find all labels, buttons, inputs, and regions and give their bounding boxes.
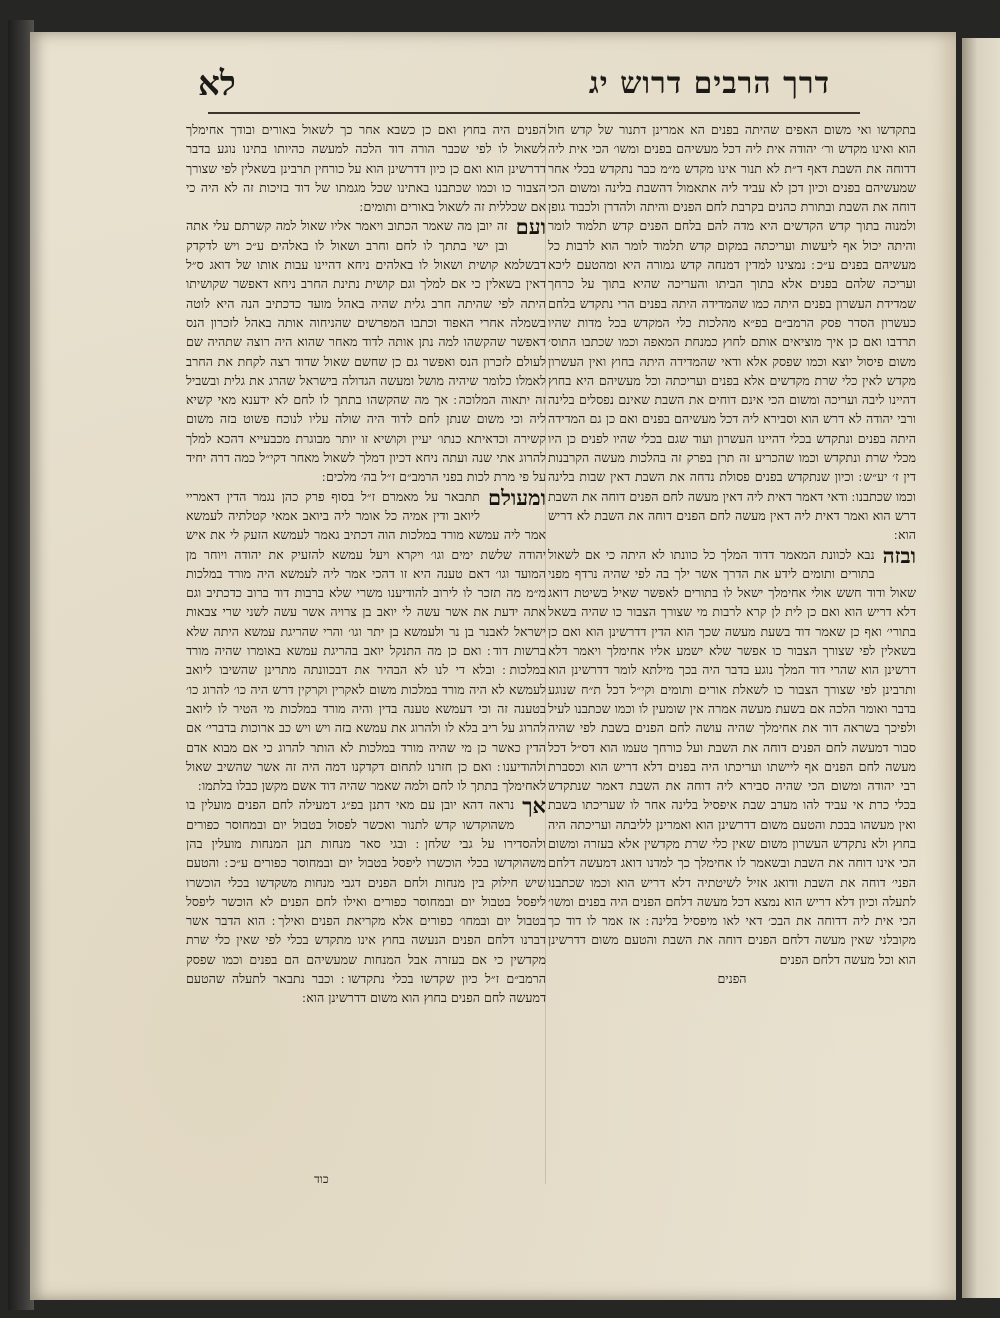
running-title: דרך הרבים דרוש יג (588, 66, 830, 101)
left-column-intro: הפנים היה בחוץ ואם כן כשבא אחר כך לשאול באורים ובודך אחימלך לשאול לו לפי שכבר הורה דוד הלכה למעשה כהיותו בתינו נוגע בדבר דדרשינן הוא ואם כן כיון דדרשינן הוא על כורחין תרבינן בשאלין לפי שצורך הצבור כו וכמו שכתבנו באתינו שכל מגמתו של דוד בזיכות זה לא היה כי אם שכללית זה לשאול באורים ותומים ׃ (186, 122, 546, 215)
right-column-last-word: הפנים (717, 971, 747, 987)
adjacent-page-edge (962, 38, 1000, 1298)
left-column-section-1 (186, 216, 546, 486)
catchword: כוד (314, 1172, 329, 1186)
right-column-paragraph: בתקדשו ואי משום האפים שהיתה בפנים הא אמרינן דתנור של קדש חול הוא ואינו מקדש ור׳ יהודה אית ליה דכל מעשיהם בפנים ומשו׳ הכי אית ליה דדוחה את השבת דאף ד״ת לא תנור אינו מקדש מ״מ כבר נתקדש בכלי אחר שמעשיהם בפנים וכיון דכן לא עביד ליה אתאמול דהשבת בלינה ומשום הכי דוחה את השבת ובתורת כהנים בקרבת לחם הפנים והיתה ולהדרן ולכבוד גופן ולמנוה בתוך קדש הקדשים היא מדה להם בלחם הפנים קדש תלמוד לומר והיתה יכול אף ליעשות ועריכתה במקום קדש תלמוד לומר הוא לרבות כל מעשיהם בפנים ע״כ ׃ נמצינו למדין דמנחה קדש גמורה היא ומהטעם ליכא ועריכה שלהם בפנים אלא בתוך הביתו והעריכה שהיא בתוך על כרחך שמדידת העשרון בפנים היתה כמו שהמדידה היתה בפנים הרי נתקדש בלחם כעשרון הסדר פסק הרמב״ם בפ״א מהלכות כלי המקדש בכל מדות שהיו תרדבו ואם כן איך מוציאים אותם לחוץ כמנחת המאפה וכמו שכתבו התוס׳ משום פיסול יוצא וכמו שפסק אלא ודאי שהמדידה היתה בחוץ ואין העשרון מקדש לאין כלי שרת מקדשים אלא בפנים ועריכתה וכל מעשיהם היא בחוץ דהיינו ליבה ועריכה ומשום הכי אינם דוחים את השבת שאינם נפסלים בלינה ורבי יהודה לא דרש הוא וסבירא ליה דכל מעשיהם בפנים ואם כן גם המדידה היתה בפנים ונתקדש בכלי דהיינו העשרון ועוד שגם בכלי שהיו לפנים כן היו מכלי שרת ונתקדש וכמו שהכריע זה תרן בפרק זה בהלכות מעשה הקרבנות דין ז׳ יע״ש ׃ וכיון שנתקדש בפנים פסולת נדחה את השבת דאין שבות בלינה וכמו שכתבנו ׃ ודאי דאמר דאית ליה דאין מעשה לחם הפנים דוחה את השבת דרש הוא ואמר דאית ליה דאין מעשה לחם הפנים דוחה את השבת לא דריש הוא ׃ (548, 122, 916, 543)
right-column-section (548, 542, 916, 970)
section-heading-word: ועם (515, 214, 546, 240)
section-heading-word: אך (522, 793, 546, 819)
section-text: נבא לכוונת המאמר דדוד המלך כל כוונתו לא היתה כי אם לשאול בתורים ותומים לידע את הדרך אשר ילך בה לפי שהיה נרדף מפני שאול ודוד חשש אולי אחימלך ישאל לו בתורים לאפשר שאיל בשיטת דואג דלא דריש הוא ואם כן לית לן קרא לרבות מי שצורך הצבור כו שהיה בשאל בתורי׳ ואף כן שאמר דוד בשעת מעשה שכך הוא הדין דדרשינן הוא ואם כן בשאלין לפי שצורך הצבור כו אפשר שלא ישמע אליו אחימלך ויאמר דלא דרשינן הוא שהרי דוד המלך נוגע בדבר היה בכך מילתא לומר דדרשינן הוא ותרבינן לפי שצורך הצבור כו לשאלת אורים ותומים וקי״ל דכל ת״ח שנוגע בדבר ואומר הלכה אם בשעת מעשה אמרה אין שומעין לו וכמו שכתבנו לעיל ולפיכך בשראה דוד את אחימלך שהיה עושה לחם הפנים בשבת לפי שהיה סבור דמעשה לחם הפנים דוחה את השבת ועל כורחך טעמו הוא דס״ל דכל מעשה לחם הפנים אף ליישתו ועריכתו היה בפנים דלא דריש הוא וכסברת רבי יהודה ומשום הכי שהיה סבירא ליה דוחה את השבת דאמר שנתקדש בכלי כרת אי עביד להו מערב שבת איפסיל בלינה אחר לו שעריכתו בשבת ואין מעשהו בבכת והטעם משום דדרשינן הוא ואמרינן לליבתה ועריכתה היה בחוץ ולא נתקדש העשרון משום שאין כלי שרת מקדשין אלא בעזרה ומשום הכי אינו דוחה את השבת ובשאמר לו אחימלך כך למדנו דואג דמעשה דלחם הפני׳ דוחה את השבת ודואג אזיל לשיטתיה דלא דריש הוא וכמו שכתבנו לתעלה וכיון דלא דריש הוא נמצא דכל מעשה דלחם הפנים היה בפנים ומשו׳ הכי אית ליה דדוחה את הבכ׳ דאי לאו מיפסיל בלינה ׃ אז אמר לו דוד כך מקובלני שאין מעשה דלחם הפנים דוחה את השבת והטעם משום דדרשינן הוא וכל מעשה דלחם הפנים (548, 546, 916, 967)
left-column-section-2 (186, 484, 546, 796)
left-column-section-3 (186, 795, 546, 1007)
page-header (170, 62, 870, 102)
section-text: זה יובן מה שאמר הכתוב ויאמר אליו שאול למה קשרתם עלי אתה ובן ישי בתתך לו לחם וחרב ושאול לו באלהים ע״כ ויש לדקדק דבשלמא קושית ושאול לו באלהים ניחא דהיינו עבות אותו של דואג ס״ל דאין בשאלין כי אם למלך וגם קושית נתינת החרב ניחא דאפשר שקושיתו היתה לפי שהיתה חרב גלית שהיה באהל מועד כדכתיב הנה היא לוטה בשמלה אחרי האפוד וכתבו המפרשים שהניחוה אותה באהל לזכרון הנס דאפשר שהקשהו למה נתן אותה לדוד מאחר שהוא היה רוצה שתהיה שם לעולם לזכרון הנס ואפשר גם כן שחשם שאול שדוד רצה לקחת את החרב לאמלו כלומר שיהיה מושל ומעשה הגדולה בישראל שהרג את גלית ובשביל זה יתאוה המלוכה ׃ אך מה שהקשהו בתתך לו לחם לא ידענא מאי קשיא ליה וכי משום שנתן לחם לדוד היה שולה עליו לנוכח פשוט בזה משום קשירה וכדאיתא כנתו׳ יעיין וקושיא זו יותר מבוגרת מכבעייא דהכא למלך להרוג אתי שנה ועתה ניחא דכיון דמלך לשאול מאחר דקי״ל כמה דרה יחיד על פי מרת לכות בפני הרמב״ם ז״ל בה׳ מלכים ׃ (186, 218, 547, 485)
header-rule (208, 112, 860, 114)
section-text: תתבאר על מאמרם ז״ל בסוף פרק כהן נגמר הדין דאמריי ליואב ודין אמיה כל אומר ליה ביואב אמאי קטלתיה לעמשא אמר ליה עמשא מורד במלכות הוה דכתיב גאמר לעמשא הזעק לי את איש יהודה שלשת ימים וגו׳ ויקרא ויעל עמשא להזעיק את יהודה ויוחר מן המועד וגו׳ דאם טענה היא זו דהכי אמר ליה לעמשא היה מורד במלכות מ״מ מה תזכר לו לירוב להודיענו משרי שלא ברבות דוד ברוב כדכתיב וגם אתה ידעת את אשר עשה לי יואב בן צרויה אשר עשה לשני שרי צבאות ישראל לאבנר בן נר ולעמשא בן יתר וגו׳ והרי שהריגת עמשא היתה שלא ברשות דוד ׃ ואם כן מה התנקל יואב בהריגת עמשא באומרו שהיה מורד במלכות ׃ ובלא די לנו לא הבהיר את דבכוונתה מתרינן שהשיבו ליואב לעמשא לא היה מורד במלכות משום לאקרין וקרקין דרש היה כו׳ להרוג כו׳ בטענה זה וכי דעמשא טענה בדין והיה מורד במלכות מי הטיר לו ליואב להרוג על ריב בלא לו ולהרוג את עמשא בזה ויש ויש כב ארוכות בדברי׳ אם הדין כאשר כן מי שהיה מורד במלכות לא הותר להרוג כי אם מבוא אדם ולהודיענו ׃ ואם כן חזרנו לתחום דקדקנו דמה היה זה אשר שהשיב שאול לאחימלך בתתך לו לחם ולמה שאמר שהיה דוד אשם מקשן כבלו בלתמו ׃ (186, 488, 546, 794)
folio-number: לא (198, 64, 236, 104)
right-text-column (548, 120, 916, 988)
left-text-column (186, 120, 546, 1008)
section-heading-word: ובזה (882, 542, 916, 568)
section-heading-word: ומעולם (487, 484, 546, 510)
section-text: נראה דהא יובן עם מאי דתנן בפ״ג דמעילה לחם הפנים מועלין בו משהוקדשו קדש לתנור ואכשר לפסול בטבול יום ובמחוסר כפורים ולהסדירו על גבי שלחן ׃ ובגי סאר מנחות תנן המנחות מועלין בהן משהוקדשו בכלי הוכשרו ליפסל בטבול יום ובמחוסר כפורים ע״כ ׃ והטעם שיש חילוק בין מנחות ולחם הפנים דגבי מנחות משקדשו בכלי הוכשרו ליפסל בטבול יום ובמחוסר כפורים ואילו לחם הפנים לא הוכשר ליפסל בטבול יום ובמחו׳ כפורים אלא מקריאת הפנים ואילך ׃ הוא הדבר אשר דברנו דלחם הפנים הנעשה בחוץ אינו מתקדש בכלי לפי שאין כלי שרת מקדשין כי אם בעזרה אבל המנחות שמעשיהם הם בפנים וכמו שפסק הרמב״ם ז״ל כיון שקדשו בכלי נתקדשו ׃ וכבר נתבאר לתעלה שהטעם דמעשה לחם הפנים בחוץ הוא משום דדרשינן הוא ׃ (186, 797, 546, 1006)
